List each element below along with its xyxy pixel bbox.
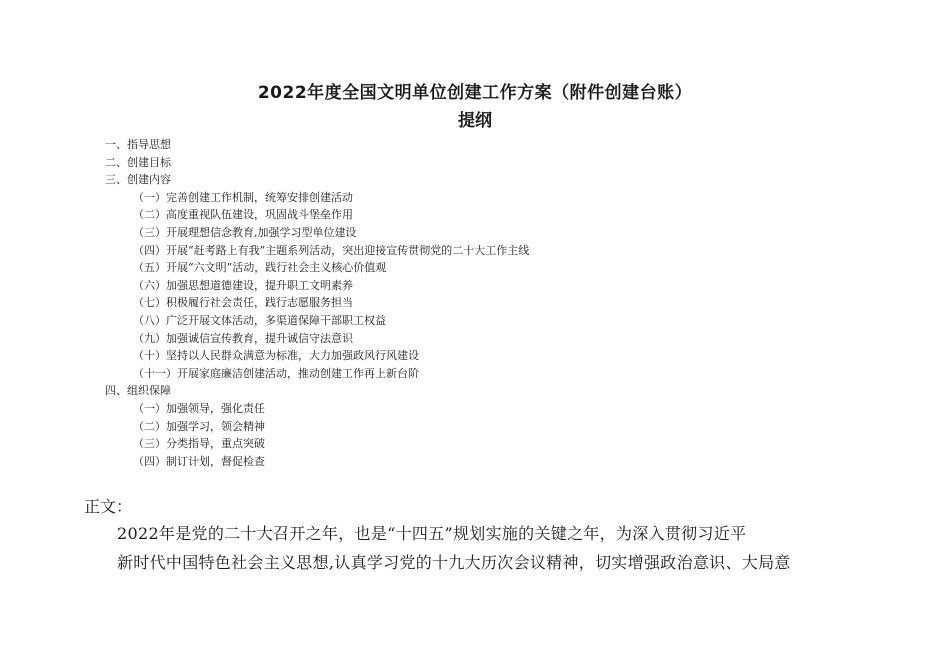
outline-item: （二）高度重视队伍建设，巩固战斗堡垒作用 bbox=[133, 208, 353, 222]
document-title: 2022年度全国文明单位创建工作方案（附件创建台账） bbox=[257, 83, 693, 103]
outline-item: （六）加强思想道德建设，提升职工文明素养 bbox=[133, 278, 353, 292]
body-paragraph-line: 新时代中国特色社会主义思想,认真学习党的十九大历次会议精神，切实增强政治意识、大局意 bbox=[117, 553, 791, 572]
body-label: 正文： bbox=[84, 497, 133, 516]
outline-item: （九）加强诚信宣传教育，提升诚信守法意识 bbox=[133, 331, 353, 345]
outline-item: （三）开展理想信念教育,加强学习型单位建设 bbox=[133, 225, 357, 239]
outline-item: （十一）开展家庭廉洁创建活动，推动创建工作再上新台阶 bbox=[133, 366, 419, 380]
outline-item: （三）分类指导，重点突破 bbox=[133, 437, 265, 451]
outline-list bbox=[105, 136, 865, 470]
body-paragraph-line: 2022年是党的二十大召开之年，也是“十四五”规划实施的关键之年，为深入贯彻习近平 bbox=[117, 524, 747, 543]
outline-section: 三、创建内容 bbox=[105, 173, 171, 187]
document-subtitle: 提纲 bbox=[458, 111, 492, 131]
outline-section: 二、创建目标 bbox=[105, 155, 171, 169]
outline-item: （四）制订计划，督促检查 bbox=[133, 454, 265, 468]
outline-item: （二）加强学习，领会精神 bbox=[133, 419, 265, 433]
outline-item: （一）加强领导，强化责任 bbox=[133, 401, 265, 415]
outline-item: （十）坚持以人民群众满意为标准，大力加强政风行风建设 bbox=[133, 349, 419, 363]
outline-item: （一）完善创建工作机制，统筹安排创建活动 bbox=[133, 190, 353, 204]
outline-item: （四）开展“赶考路上有我”主题系列活动，突出迎接宣传贯彻党的二十大工作主线 bbox=[133, 243, 530, 257]
outline-item: （五）开展“六文明”活动，践行社会主义核心价值观 bbox=[133, 261, 387, 275]
outline-section: 四、组织保障 bbox=[105, 384, 171, 398]
outline-section: 一、指导思想 bbox=[105, 138, 171, 151]
outline-item: （七）积极履行社会责任，践行志愿服务担当 bbox=[133, 296, 353, 310]
outline-item: （八）广泛开展文体活动，多渠道保障干部职工权益 bbox=[133, 313, 386, 327]
